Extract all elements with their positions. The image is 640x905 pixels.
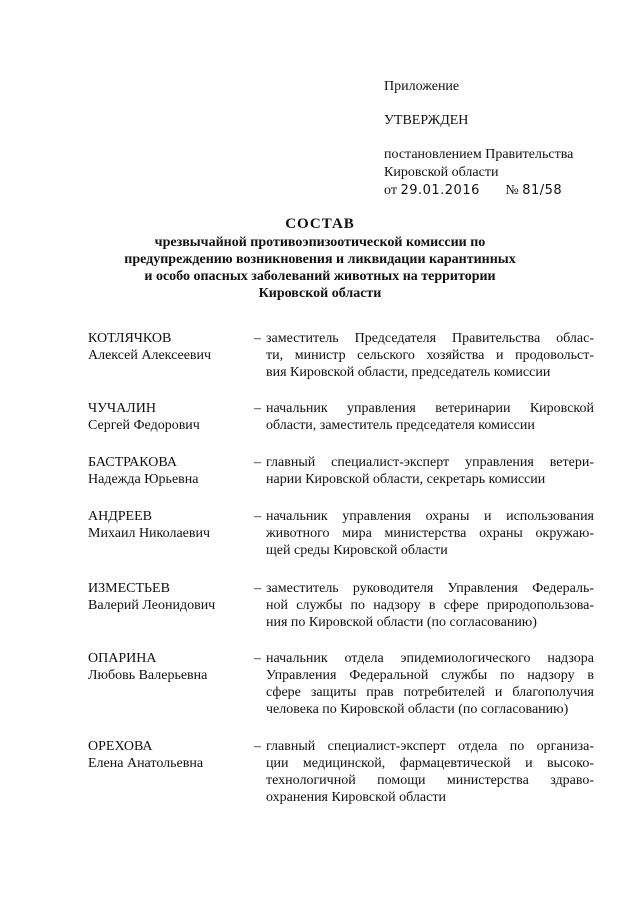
dash: – bbox=[254, 455, 261, 470]
member-role bbox=[266, 650, 594, 718]
member-role bbox=[266, 580, 594, 631]
member-name bbox=[88, 400, 254, 434]
dash: – bbox=[254, 581, 261, 596]
role-line: человека по Кировской области (по согласованию) bbox=[266, 702, 569, 717]
member-given-name: Валерий Леонидович bbox=[88, 598, 216, 613]
member-given-name: Михаил Николаевич bbox=[88, 526, 211, 541]
role-line: заместитель руководителя Управления Федераль- bbox=[266, 581, 594, 596]
decree-date: 29.01.2016 bbox=[400, 183, 480, 198]
member-given-name: Надежда Юрьевна bbox=[88, 472, 199, 487]
date-number-line bbox=[384, 182, 624, 200]
title-line-3: и особо опасных заболеваний животных на территории bbox=[144, 269, 496, 284]
member-bastrakova bbox=[88, 454, 594, 488]
member-andreev bbox=[88, 508, 594, 559]
member-role bbox=[266, 330, 594, 381]
role-line: сфере защиты прав потребителей и благополучия bbox=[266, 685, 594, 700]
approval-block bbox=[384, 78, 624, 200]
dash: – bbox=[254, 331, 261, 346]
member-given-name: Любовь Валерьевна bbox=[88, 668, 208, 683]
member-name bbox=[88, 580, 254, 631]
member-name bbox=[88, 508, 254, 559]
role-line: животного мира министерства охраны окружаю- bbox=[266, 526, 594, 541]
role-line: технологичной помощи министерства здраво- bbox=[266, 773, 594, 788]
role-line: ти, министр сельского хозяйства и продовольст- bbox=[266, 348, 594, 363]
decree-line-2: Кировской области bbox=[384, 165, 499, 180]
decree-number: 81/58 bbox=[522, 183, 563, 198]
role-line: области, заместитель председателя комиссии bbox=[266, 418, 535, 433]
title-line-4: Кировской области bbox=[258, 286, 382, 301]
member-name bbox=[88, 650, 254, 718]
member-given-name: Сергей Федорович bbox=[88, 418, 200, 433]
role-line: главный специалист-эксперт отдела по организа- bbox=[266, 739, 594, 754]
member-izmestev bbox=[88, 580, 594, 631]
dash: – bbox=[254, 651, 261, 666]
title-line-1: чрезвычайной противоэпизоотической комиссии по bbox=[154, 235, 486, 250]
title-block bbox=[120, 216, 520, 302]
role-line: ной службы по надзору в сфере природопользова- bbox=[266, 598, 594, 613]
dash: – bbox=[254, 739, 261, 754]
member-orekhova bbox=[88, 738, 594, 806]
member-role bbox=[266, 738, 594, 806]
member-surname: ЧУЧАЛИН bbox=[88, 401, 156, 416]
member-role bbox=[266, 400, 594, 434]
member-surname: АНДРЕЕВ bbox=[88, 509, 152, 524]
role-line: щей среды Кировской области bbox=[266, 543, 448, 558]
member-role bbox=[266, 508, 594, 559]
role-line: вия Кировской области, председатель комиссии bbox=[266, 365, 551, 380]
member-role bbox=[266, 454, 594, 488]
member-surname: ОРЕХОВА bbox=[88, 739, 153, 754]
dash: – bbox=[254, 509, 261, 524]
member-surname: БАСТРАКОВА bbox=[88, 455, 177, 470]
member-oparina bbox=[88, 650, 594, 718]
member-name bbox=[88, 738, 254, 806]
title-line-2: предупреждению возникновения и ликвидации карантинных bbox=[124, 252, 516, 267]
role-line: охранения Кировской области bbox=[266, 790, 446, 805]
member-name bbox=[88, 330, 254, 381]
member-given-name: Елена Анатольевна bbox=[88, 756, 204, 771]
decree-line-1: постановлением Правительства bbox=[384, 147, 574, 162]
role-line: начальник управления ветеринарии Кировской bbox=[266, 401, 594, 416]
role-line: нарии Кировской области, секретарь комиссии bbox=[266, 472, 546, 487]
date-prefix: от bbox=[384, 183, 397, 198]
role-line: начальник отдела эпидемиологического надзора bbox=[266, 651, 594, 666]
role-line: заместитель Председателя Правительства облас- bbox=[266, 331, 594, 346]
role-line: ния по Кировской области (по согласованию) bbox=[266, 615, 537, 630]
member-name bbox=[88, 454, 254, 488]
member-surname: ИЗМЕСТЬЕВ bbox=[88, 581, 170, 596]
role-line: начальник управления охраны и использования bbox=[266, 509, 594, 524]
document-title: СОСТАВ bbox=[285, 216, 355, 232]
number-prefix: № bbox=[505, 183, 519, 198]
role-line: ции медицинской, фармацевтической и высоко- bbox=[266, 756, 594, 771]
member-surname: КОТЛЯЧКОВ bbox=[88, 331, 172, 346]
member-given-name: Алексей Алексеевич bbox=[88, 348, 212, 363]
role-line: Управления Федеральной службы по надзору в bbox=[266, 668, 594, 683]
member-surname: ОПАРИНА bbox=[88, 651, 157, 666]
appendix-label: Приложение bbox=[384, 79, 460, 94]
member-chuchalin bbox=[88, 400, 594, 434]
dash: – bbox=[254, 401, 261, 416]
member-kotlyachkov bbox=[88, 330, 594, 381]
approved-label: УТВЕРЖДЕН bbox=[384, 113, 469, 128]
members-list bbox=[88, 330, 594, 805]
role-line: главный специалист-эксперт управления ветери- bbox=[266, 455, 594, 470]
